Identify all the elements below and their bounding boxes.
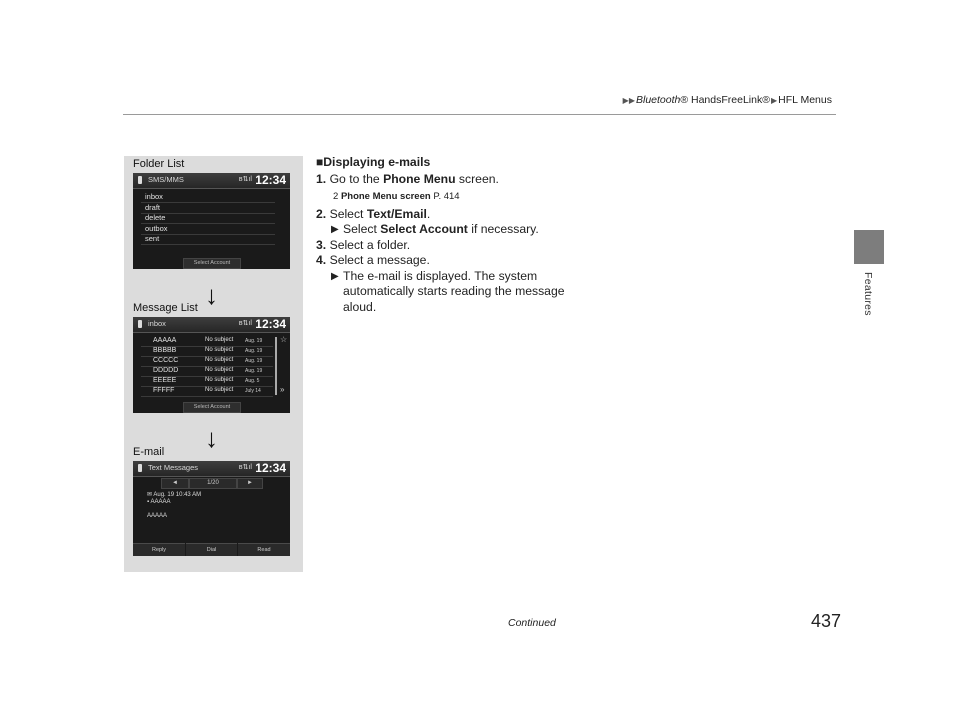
email-date: ✉ Aug. 19 10:43 AM [147,492,202,498]
message-sender: FFFFF [153,387,175,394]
email-screen [133,461,290,556]
message-date: Aug. 19 [245,358,263,364]
message-date: Aug. 19 [245,368,263,374]
message-sender: CCCCC [153,357,179,364]
message-subject: No subject [205,387,234,393]
message-page-indicator: 1/20 [189,478,237,489]
breadcrumb-hfl-menus: HFL Menus [778,94,832,106]
bluetooth-signal-icon: ʙ⇅ıl [238,320,252,327]
reply-button[interactable]: Reply [133,543,185,556]
folder-item-inbox[interactable]: inbox [141,192,275,203]
triangle-icon: ▶ [331,270,339,282]
message-sender: AAAAA [153,337,177,344]
clock: 12:34 [255,173,286,187]
message-subject: No subject [205,367,234,373]
clock: 12:34 [255,461,286,475]
message-sender: BBBBB [153,347,177,354]
caption-folder-list: Folder List [133,158,185,170]
prev-message-button[interactable]: ◄ [161,478,189,489]
message-sender: DDDDD [153,367,179,374]
caption-message-list: Message List [133,302,198,314]
clock: 12:34 [255,317,286,331]
step-3: 3. Select a folder. [316,237,411,252]
step-2: 2. Select Text/Email. [316,206,431,221]
screen-title: inbox [148,319,166,328]
envelope-icon: ✉ [147,492,154,498]
step-2-substep: ▶ Select Select Account if necessary. [331,222,539,236]
header-rule [123,114,836,115]
breadcrumb-handsfreelink: ® HandsFreeLink® [680,94,770,106]
down-arrow-icon: ↓ [205,280,218,310]
folder-item-draft[interactable]: draft [141,203,275,214]
next-message-button[interactable]: ► [237,478,263,489]
select-account-button[interactable]: Select Account [183,258,241,269]
phone-icon [138,464,142,472]
message-subject: No subject [205,357,234,363]
down-arrow-icon: ↓ [205,423,218,453]
message-date: Aug. 19 [245,338,263,344]
message-subject: No subject [205,337,234,343]
person-icon: ▪ [147,499,151,505]
scroll-down-icon[interactable]: » [280,385,285,394]
folder-list-screen [133,173,290,269]
message-date: July 14 [245,388,261,394]
page-number: 437 [811,611,842,631]
dial-button[interactable]: Dial [186,543,237,556]
folder-item-delete[interactable]: delete [141,213,275,224]
folder-item-sent[interactable]: sent [141,234,275,245]
instructions [316,155,646,315]
message-subject: No subject [205,347,234,353]
step-4: 4. Select a message. [316,253,430,267]
screen-title: Text Messages [148,463,199,472]
square-bullet-icon: ■ [316,155,324,169]
email-body: AAAAA [147,513,168,519]
screen-title-bar [133,317,290,333]
select-account-button[interactable]: Select Account [183,402,241,413]
message-row[interactable] [141,386,273,397]
step-1: 1. Go to the Phone Menu screen. [316,171,499,186]
triangle-icon: ▶▶ [622,96,635,105]
reference-icon: 2 [333,191,341,202]
scroll-top-icon[interactable]: ☆ [280,335,288,344]
message-date: Aug. 5 [245,378,260,384]
step-4-substep: ▶ The e-mail is displayed. The system automatically starts reading the message aloud. [331,268,565,314]
section-tab [854,230,884,264]
scrollbar[interactable] [275,337,277,395]
section-label: Features [862,272,874,316]
screen-title-bar [133,461,290,477]
folder-item-outbox[interactable]: outbox [141,224,275,235]
continued-label: Continued [508,617,556,629]
message-date: Aug. 19 [245,348,263,354]
bluetooth-signal-icon: ʙ⇅ıl [238,464,252,471]
cross-reference[interactable]: 2 Phone Menu screen P. 414 [333,191,460,202]
triangle-icon: ▶ [331,224,339,235]
read-button[interactable]: Read [238,543,290,556]
phone-icon [138,320,142,328]
caption-email: E-mail [133,446,165,458]
email-from: ▪ AAAAA [147,499,171,505]
section-heading: ■Displaying e-mails [316,155,431,169]
bluetooth-signal-icon: ʙ⇅ıl [238,176,252,183]
screen-title: SMS/MMS [148,175,184,184]
breadcrumb-bluetooth: Bluetooth [635,94,681,106]
message-subject: No subject [205,377,234,383]
phone-icon [138,176,142,184]
screen-title-bar [133,173,290,189]
breadcrumb [622,94,832,106]
message-sender: EEEEE [153,377,177,384]
triangle-icon: ▶ [770,96,778,105]
message-list-screen [133,317,290,413]
